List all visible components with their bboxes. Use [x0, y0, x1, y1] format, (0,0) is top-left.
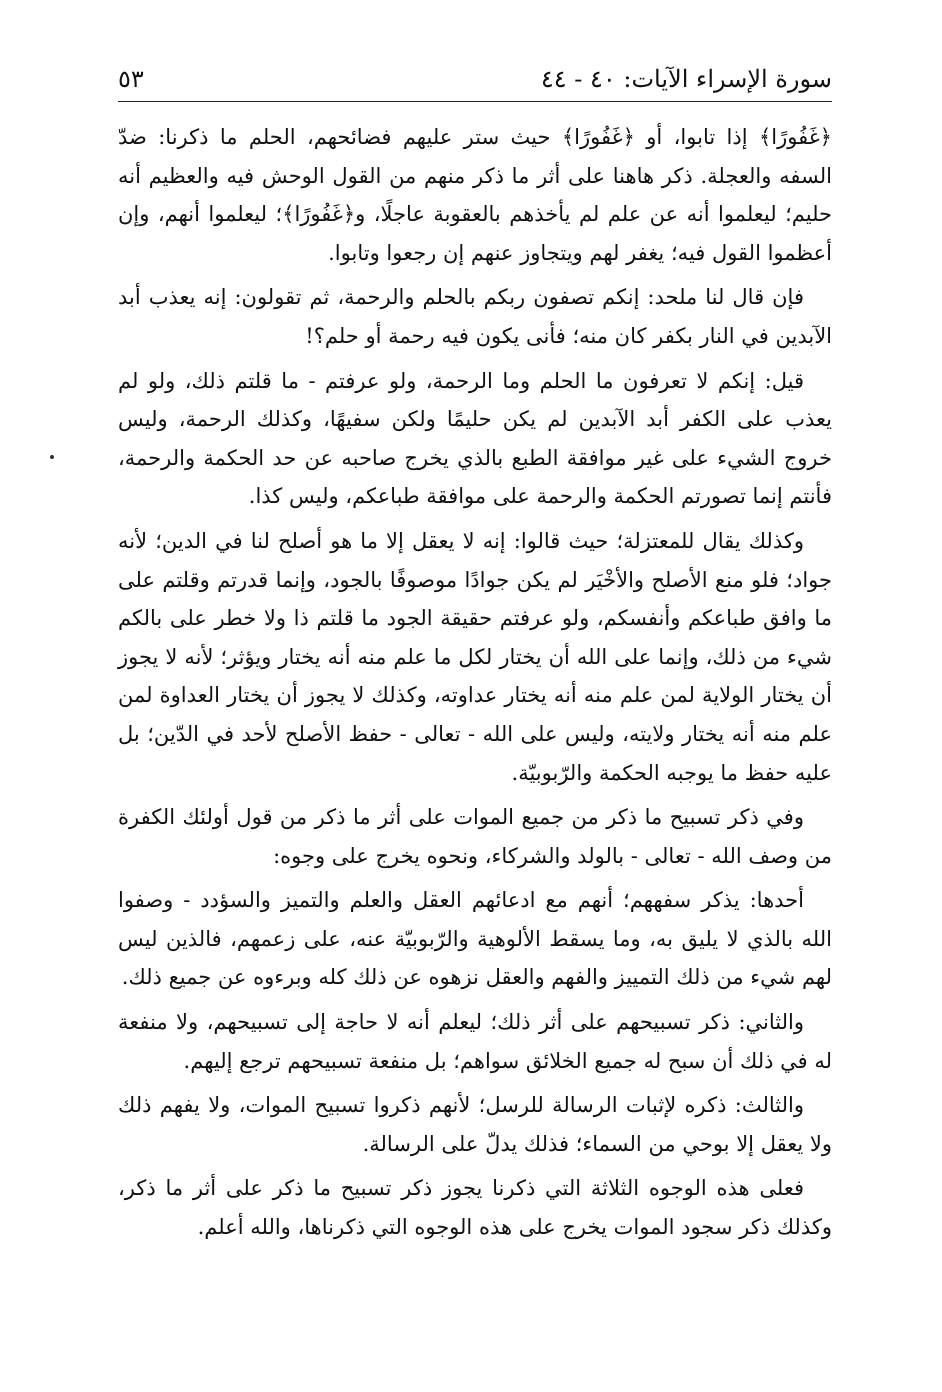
paragraph-7: والثاني: ذكر تسبيحهم على أثر ذلك؛ ليعلم أنه لا حاجة إلى تسبيحهم، ولا منفعة له في ذلك أن سبح له جميع الخلائق سواهم؛ بل منفعة تسبيحهم ترجع إليهم. — [118, 1010, 832, 1073]
paragraph-1: ﴿غَفُورًا﴾ إذا تابوا، أو ﴿غَفُورًا﴾ حيث ستر عليهم فضائحهم، الحلم ما ذكرنا: ضدّ السفه والعجلة. ذكر هاهنا على أثر ما ذكر منهم من القول الوحش فيه والعظيم أنه حليم؛ ليعلموا أنه عن علم لم يأخذهم بالعقوبة عاجلًا، و﴿غَفُورًا﴾؛ ليعلموا أنهم، وإن أعظموا القول فيه؛ يغفر لهم ويتجاوز عنهم إن رجعوا وتابوا. — [118, 125, 832, 265]
margin-dot — [50, 455, 54, 459]
page-number: ٥٣ — [118, 65, 144, 93]
running-header — [118, 54, 832, 94]
header-title: سورة الإسراء الآيات: ٤٠ - ٤٤ — [540, 65, 832, 93]
paragraph-9: فعلى هذه الوجوه الثلاثة التي ذكرنا يجوز ذكر تسبيح ما ذكر على أثر ما ذكر، وكذلك ذكر سجود الموات يخرج على هذه الوجوه التي ذكرناها، والله أعلم. — [118, 1176, 832, 1240]
paragraph-2: فإن قال لنا ملحد: إنكم تصفون ربكم بالحلم والرحمة، ثم تقولون: إنه يعذب أبد الآبدين في النار بكفر كان منه؛ فأنى يكون فيه رحمة أو حلم؟! — [118, 285, 832, 348]
paragraph-4: وكذلك يقال للمعتزلة؛ حيث قالوا: إنه لا يعقل إلا ما هو أصلح لنا في الدين؛ لأنه جواد؛ فلو منع الأصلح والأخْيَر لم يكن جوادًا موصوفًا بالجود، وإنما قدرتم وقلتم على ما وافق طباعكم وأنفسكم، ولو عرفتم حقيقة الجود ما قلتم ذا ولا خطر على بالكم شيء من ذلك، وإنما على الله أن يختار لكل ما علم منه أنه يختار ويؤثر؛ لأنه لا يجوز أن يختار الولاية لمن علم منه أنه يختار عداوته، وكذلك لا يجوز أن يختار العداوة لمن علم منه أنه يختار ولايته، وليس على الله - تعالى - حفظ الأصلح لأحد في الدّين؛ بل عليه حفظ ما يوجبه الحكمة والرّبوبيّة. — [118, 528, 832, 785]
paragraph-3: قيل: إنكم لا تعرفون ما الحلم وما الرحمة، ولو عرفتم - ما قلتم ذلك، ولو لم يعذب على الكفر أبد الآبدين لم يكن حليمًا ولكن سفيهًا، وكذلك الرحمة، وليس خروج الشيء على غير موافقة الطبع بالذي يخرج صاحبه عن حد الحكمة والرحمة، فأنتم إنما تصورتم الحكمة والرحمة على موافقة طباعكم، وليس كذا. — [118, 368, 832, 509]
body-text — [118, 118, 832, 1253]
paragraph-8: والثالث: ذكره لإثبات الرسالة للرسل؛ لأنهم ذكروا تسبيح الموات، ولا يفهم ذلك ولا يعقل إلا بوحي من السماء؛ فذلك يدلّ على الرسالة. — [118, 1093, 832, 1156]
header-divider — [118, 101, 832, 102]
paragraph-6: أحدها: يذكر سفههم؛ أنهم مع ادعائهم العقل والعلم والتميز والسؤدد - وصفوا الله بالذي لا يليق به، وما يسقط الألوهية والرّبوبيّة عنه، على زعمهم، فالذين ليس لهم شيء من ذلك التمييز والفهم والعقل نزهوه عن ذلك كله وبرءوه عن جميع ذلك. — [118, 888, 832, 990]
paragraph-5: وفي ذكر تسبيح ما ذكر من جميع الموات على أثر ما ذكر من قول أولئك الكفرة من وصف الله - تعالى - بالولد والشركاء، ونحوه يخرج على وجوه: — [118, 805, 832, 868]
